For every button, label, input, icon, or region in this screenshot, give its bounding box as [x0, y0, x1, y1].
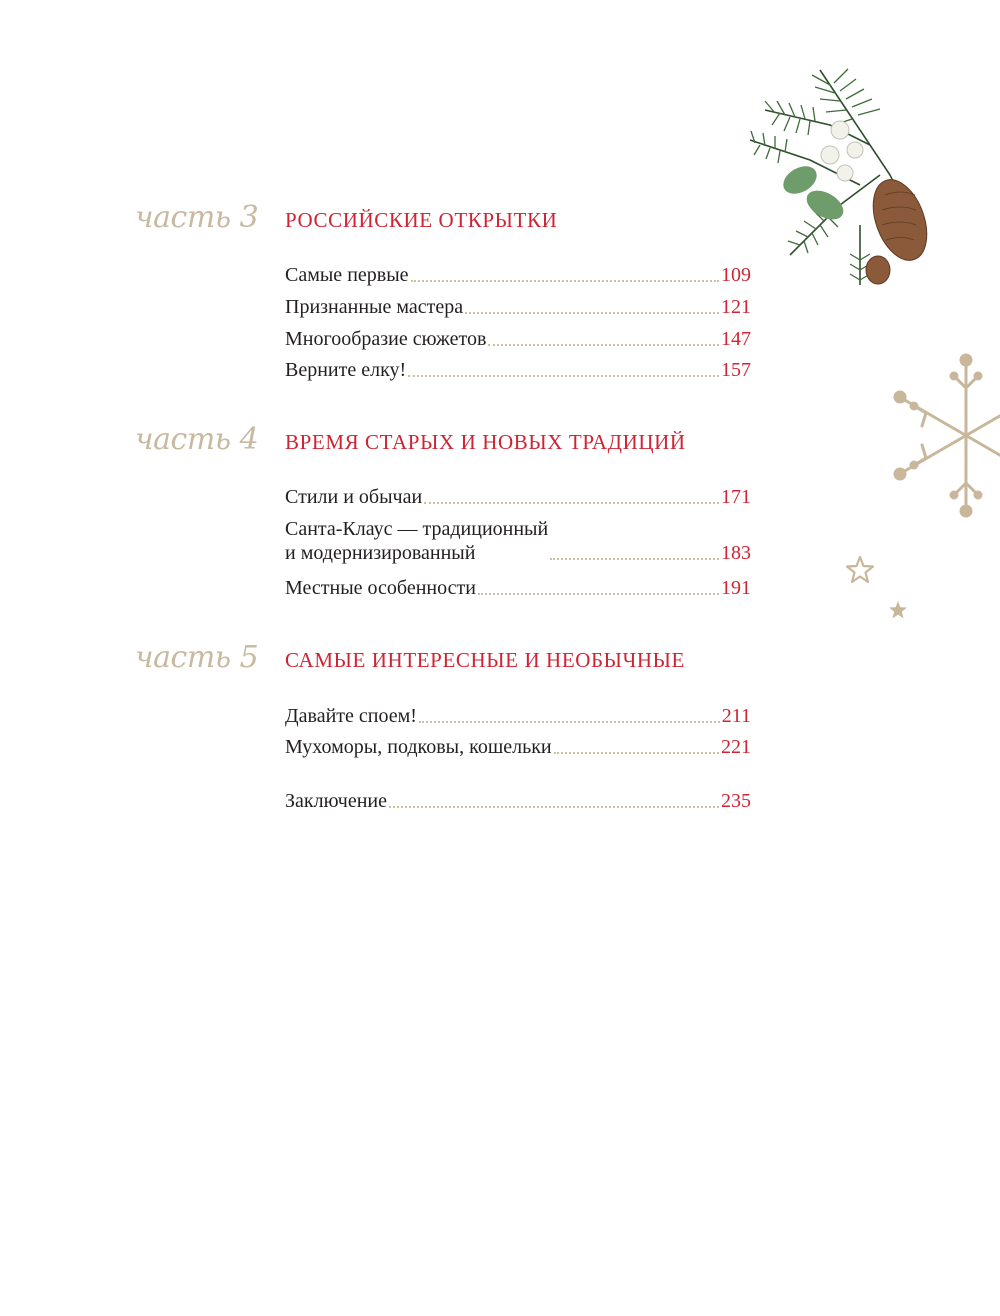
page-number: 147 [721, 328, 751, 350]
page-number: 157 [721, 359, 751, 381]
toc-entry[interactable] [285, 735, 751, 759]
page-number: 121 [721, 296, 751, 318]
dot-leader [478, 593, 719, 595]
star-icon [845, 555, 875, 585]
part-label: часть 5 [135, 640, 259, 675]
dot-leader [424, 502, 719, 504]
dot-leader [408, 375, 719, 377]
toc-entry[interactable] [285, 263, 751, 287]
part-heading [0, 640, 1000, 680]
part-label: часть 4 [135, 422, 259, 457]
dot-leader [419, 721, 720, 723]
toc-entry[interactable] [285, 295, 751, 319]
pine-branch-illustration [730, 55, 940, 300]
dot-leader [554, 752, 719, 754]
toc-entry-conclusion[interactable] [285, 789, 751, 813]
part-title: РОССИЙСКИЕ ОТКРЫТКИ [285, 208, 558, 232]
entry-title: Мухоморы, подковы, кошельки [285, 736, 552, 758]
entry-title: Многообразие сюжетов [285, 328, 487, 350]
entry-title: Верните елку! [285, 359, 407, 381]
entry-title: Самые первые [285, 264, 409, 286]
entry-title: Заключение [285, 790, 387, 812]
page-number: 183 [721, 542, 751, 564]
part-label: часть 3 [135, 200, 259, 235]
page-number: 221 [721, 736, 751, 758]
toc-entry[interactable] [285, 576, 751, 600]
dot-leader [550, 558, 719, 560]
toc-entry[interactable] [285, 327, 751, 351]
page-number: 211 [721, 705, 751, 727]
dot-leader [389, 806, 719, 808]
dot-leader [411, 280, 719, 282]
page-number: 235 [721, 790, 751, 812]
dot-leader [465, 312, 719, 314]
toc-entry[interactable] [285, 485, 751, 509]
page-number: 171 [721, 486, 751, 508]
part-title: САМЫЕ ИНТЕРЕСНЫЕ И НЕОБЫЧНЫЕ [285, 648, 685, 672]
entry-title: Давайте споем! [285, 705, 417, 727]
page-number: 191 [721, 577, 751, 599]
part-title: ВРЕМЯ СТАРЫХ И НОВЫХ ТРАДИЦИЙ [285, 430, 686, 454]
part-heading [0, 200, 1000, 240]
entry-title: Санта-Клаус — традиционный и модернизированный [285, 518, 549, 564]
toc-entry[interactable] [285, 704, 751, 728]
dot-leader [488, 344, 719, 346]
toc-entry[interactable] [285, 358, 751, 382]
entry-title: Стили и обычаи [285, 486, 423, 508]
part-heading [0, 422, 1000, 462]
entry-title: Признанные мастера [285, 296, 464, 318]
star-icon [888, 600, 908, 620]
toc-entry[interactable] [285, 517, 751, 565]
entry-title: Местные особенности [285, 577, 476, 599]
page-number: 109 [721, 264, 751, 286]
